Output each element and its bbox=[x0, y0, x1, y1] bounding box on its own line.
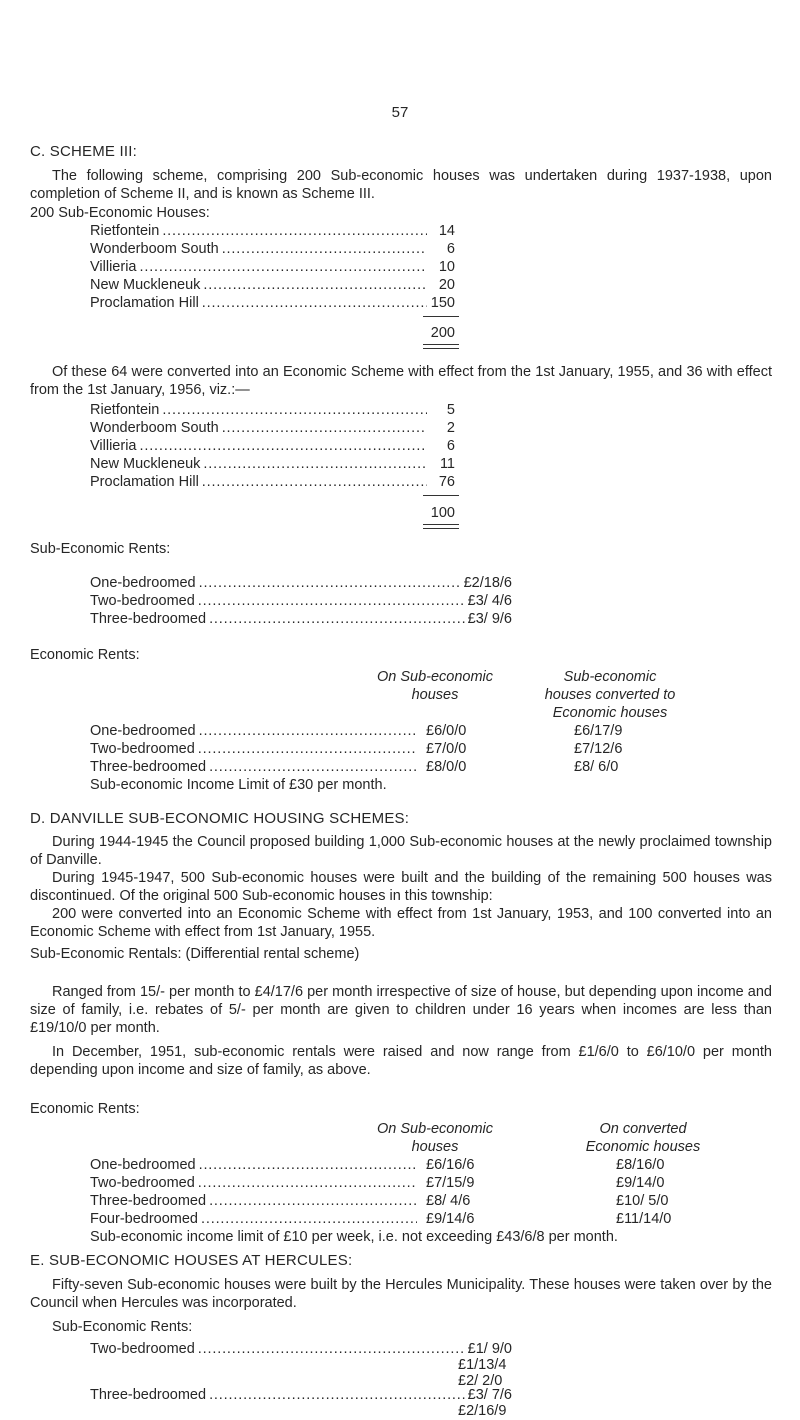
col-header-subeconomic: On Sub-economic houses bbox=[376, 669, 494, 703]
list1-value: 10 bbox=[438, 259, 455, 275]
list1-name: Rietfontein bbox=[90, 223, 160, 239]
rent-value: £1/13/4 bbox=[458, 1357, 507, 1373]
rent-value: £2/ 2/0 bbox=[458, 1373, 503, 1389]
list2-row bbox=[90, 437, 430, 455]
economic-rent-row: Two-bedroomed . . . bbox=[90, 1174, 420, 1192]
section-d-heading: D. DANVILLE SUB-ECONOMIC HOUSING SCHEMES: bbox=[30, 810, 410, 827]
rent-value: £8/ 4/6 bbox=[426, 1193, 471, 1209]
section-d-paragraph: During 1945-1947, 500 Sub-economic houses were built and the building of the remaining 500 houses was discontinued. Of the original 500 Sub-economic houses in this township: bbox=[30, 870, 772, 904]
section-c-heading: C. SCHEME III: bbox=[30, 143, 137, 160]
page-number: 57 bbox=[391, 104, 409, 121]
col-header-subeconomic: On Sub-economic houses bbox=[376, 1121, 494, 1155]
subtotal-rule bbox=[423, 495, 459, 496]
rent-value: £6/16/6 bbox=[426, 1157, 475, 1173]
rent-value: £8/ 6/0 bbox=[574, 759, 619, 775]
economic-rents-title: Economic Rents: bbox=[30, 647, 140, 663]
list2-value: 2 bbox=[446, 420, 455, 436]
list1-row bbox=[90, 240, 430, 258]
total-double-rule bbox=[423, 524, 459, 529]
list2-row bbox=[90, 419, 430, 437]
economic-rents-title: Economic Rents: bbox=[30, 1101, 140, 1117]
list2-value: 6 bbox=[446, 438, 455, 454]
rent-value: £3/ 4/6 bbox=[467, 593, 512, 609]
economic-rent-row: Three-bedroomed . . . bbox=[90, 758, 420, 776]
rent-value: £1/ 9/0 bbox=[467, 1341, 512, 1357]
subecon-rent-row bbox=[90, 610, 512, 628]
subeconomic-rents-title: Sub-Economic Rents: bbox=[30, 541, 171, 557]
income-limit-note: Sub-economic Income Limit of £30 per month. bbox=[90, 777, 387, 793]
list1-row bbox=[90, 276, 430, 294]
list1-value: 6 bbox=[446, 241, 455, 257]
economic-rent-row: Two-bedroomed . . . bbox=[90, 740, 420, 758]
list2-value: 5 bbox=[446, 402, 455, 418]
rent-value: £11/14/0 bbox=[616, 1211, 672, 1227]
list2-name: Rietfontein bbox=[90, 402, 160, 418]
rent-value: £3/ 9/6 bbox=[467, 611, 512, 627]
list1-name: Wonderboom South bbox=[90, 241, 219, 257]
section-d-paragraph: During 1944-1945 the Council proposed building 1,000 Sub-economic houses at the newly proclaimed township of Danville. bbox=[30, 834, 772, 868]
list1-row bbox=[90, 222, 430, 240]
rent-value: £8/16/0 bbox=[616, 1157, 665, 1173]
subecon-rent-row bbox=[90, 592, 512, 610]
rent-label: Two-bedroomed bbox=[90, 593, 195, 609]
list1-value: 14 bbox=[438, 223, 455, 239]
section-e-paragraph: Fifty-seven Sub-economic houses were built by the Hercules Municipality. These houses were taken over by the Council when Hercules was incorporated. bbox=[30, 1277, 772, 1311]
section-c-list-title: 200 Sub-Economic Houses: bbox=[30, 205, 210, 221]
list2-row bbox=[90, 455, 430, 473]
rent-value: £9/14/0 bbox=[616, 1175, 665, 1191]
rent-label: Three-bedroomed bbox=[90, 611, 207, 627]
economic-rent-row: Three-bedroomed . . . bbox=[90, 1192, 420, 1210]
list1-value: 150 bbox=[430, 295, 455, 311]
list2-total: 100 bbox=[430, 505, 455, 521]
subecon-rent-row bbox=[90, 574, 512, 592]
list1-name: Proclamation Hill bbox=[90, 295, 199, 311]
rent-value: £3/ 7/6 bbox=[467, 1387, 512, 1403]
list1-row bbox=[90, 258, 430, 276]
rent-value: £10/ 5/0 bbox=[616, 1193, 669, 1209]
hercules-rent-row bbox=[90, 1386, 512, 1404]
hercules-rent-row bbox=[90, 1340, 512, 1358]
subtotal-rule bbox=[423, 316, 459, 317]
list1-row bbox=[90, 294, 430, 312]
rent-label: Two-bedroomed bbox=[90, 1341, 195, 1357]
rent-value: £7/0/0 bbox=[426, 741, 467, 757]
list1-value: 20 bbox=[438, 277, 455, 293]
section-d-paragraph: In December, 1951, sub-economic rentals were raised and now range from £1/6/0 to £6/10/0 per month depending upon income and size of family, as above. bbox=[30, 1044, 772, 1078]
rent-value: £8/0/0 bbox=[426, 759, 467, 775]
list2-name: Villieria bbox=[90, 438, 137, 454]
section-c-converted-text: Of these 64 were converted into an Economic Scheme with effect from the 1st January, 1955, and 36 with effect from the 1st January, 1956, viz.:— bbox=[30, 364, 772, 398]
rent-value: £6/0/0 bbox=[426, 723, 467, 739]
list2-row bbox=[90, 473, 430, 491]
list2-value: 76 bbox=[438, 474, 455, 490]
col-header-converted: On converted Economic houses bbox=[585, 1121, 701, 1155]
section-e-heading: E. SUB-ECONOMIC HOUSES AT HERCULES: bbox=[30, 1252, 353, 1269]
rent-value: £7/12/6 bbox=[574, 741, 623, 757]
section-c-intro: The following scheme, comprising 200 Sub-economic houses was undertaken during 1937-1938, upon completion of Scheme II, and is known as Scheme III. bbox=[30, 168, 772, 202]
list1-name: Villieria bbox=[90, 259, 137, 275]
total-double-rule bbox=[423, 344, 459, 349]
list1-name: New Muckleneuk bbox=[90, 277, 201, 293]
economic-rent-row: One-bedroomed . . . bbox=[90, 1156, 420, 1174]
income-limit-note: Sub-economic income limit of £10 per week, i.e. not exceeding £43/6/8 per month. bbox=[90, 1229, 618, 1245]
list2-name: Proclamation Hill bbox=[90, 474, 199, 490]
list1-total: 200 bbox=[430, 325, 455, 341]
rent-value: £2/16/9 bbox=[458, 1403, 507, 1419]
list2-name: Wonderboom South bbox=[90, 420, 219, 436]
rent-value: £7/15/9 bbox=[426, 1175, 475, 1191]
list2-row bbox=[90, 401, 430, 419]
rent-value: £2/18/6 bbox=[463, 575, 512, 591]
list2-value: 11 bbox=[439, 456, 455, 472]
col-header-converted: Sub-economic houses converted to Economic houses bbox=[544, 669, 676, 721]
rent-label: One-bedroomed bbox=[90, 575, 196, 591]
list2-name: New Muckleneuk bbox=[90, 456, 201, 472]
rent-label: Three-bedroomed bbox=[90, 1387, 207, 1403]
hercules-rents-title: Sub-Economic Rents: bbox=[52, 1319, 193, 1335]
rentals-title: Sub-Economic Rentals: (Differential rental scheme) bbox=[30, 946, 360, 962]
rent-value: £9/14/6 bbox=[426, 1211, 475, 1227]
section-d-paragraph: 200 were converted into an Economic Scheme with effect from 1st January, 1953, and 100 converted into an Economic Scheme with effect from 1st January, 1955. bbox=[30, 906, 772, 940]
section-d-paragraph: Ranged from 15/- per month to £4/17/6 per month irrespective of size of house, but depending upon income and size of family, i.e. rebates of 5/- per month are given to children under 16 years when incomes are less than £19/10/0 per month. bbox=[30, 984, 772, 1036]
economic-rent-row: One-bedroomed . . . bbox=[90, 722, 420, 740]
rent-value: £6/17/9 bbox=[574, 723, 623, 739]
economic-rent-row: Four-bedroomed . . . bbox=[90, 1210, 420, 1228]
